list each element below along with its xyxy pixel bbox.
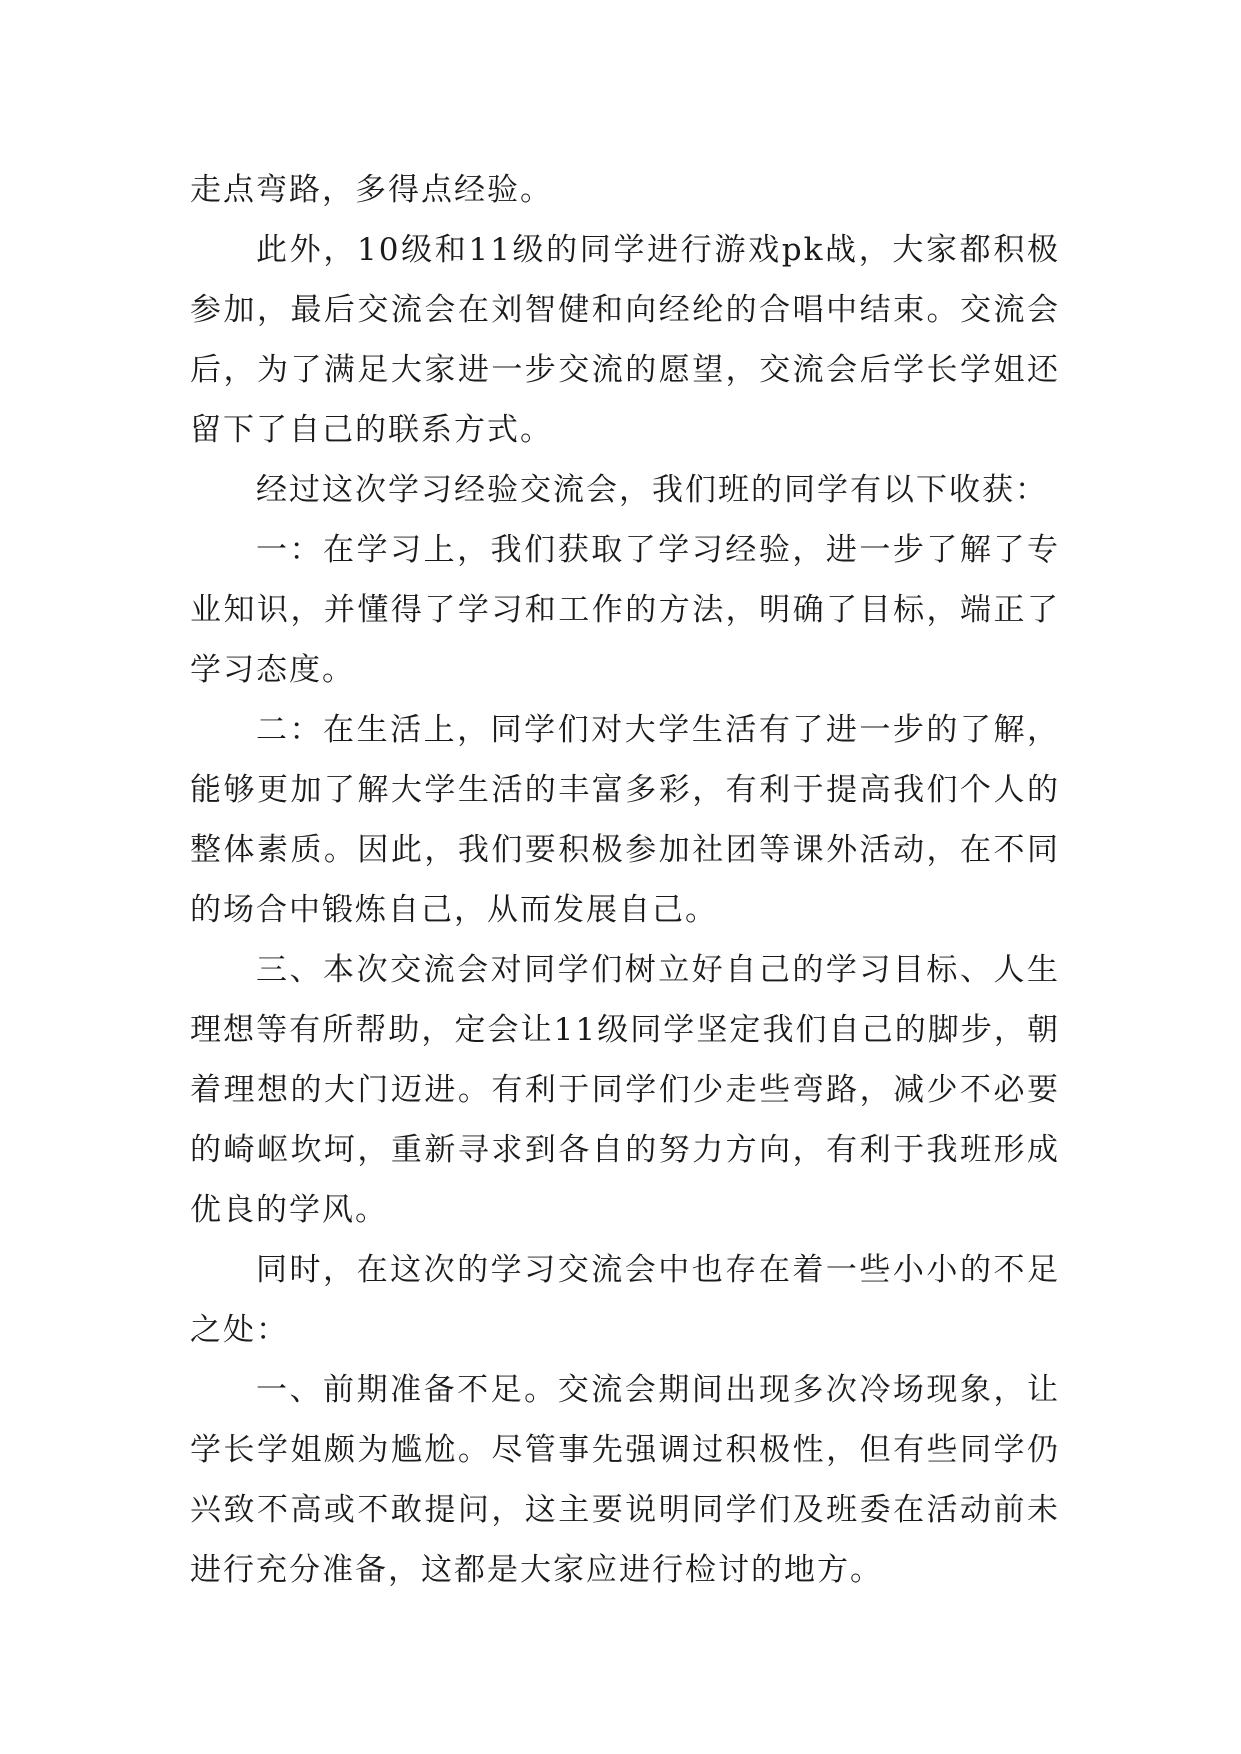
paragraph-6: 三、本次交流会对同学们树立好自己的学习目标、人生理想等有所帮助，定会让11级同学坚定我们自己的脚步，朝着理想的大门迈进。有利于同学们少走些弯路，减少不必要的崎岖坎坷，重新寻求到各自的努力方向，有利于我班形成优良的学风。: [190, 952, 1060, 1228]
paragraph-3: 经过这次学习经验交流会，我们班的同学有以下收获：: [256, 472, 1048, 508]
paragraph-7: 同时，在这次的学习交流会中也存在着一些小小的不足之处：: [190, 1252, 1060, 1348]
paragraph-5: 二：在生活上，同学们对大学生活有了进一步的了解，能够更加了解大学生活的丰富多彩，有利于提高我们个人的整体素质。因此，我们要积极参加社团等课外活动，在不同的场合中锻炼自己，从而发展自己。: [190, 712, 1060, 928]
paragraph-2: 此外，10级和11级的同学进行游戏pk战，大家都积极参加，最后交流会在刘智健和向经纶的合唱中结束。交流会后，为了满足大家进一步交流的愿望，交流会后学长学姐还留下了自己的联系方式。: [190, 232, 1060, 448]
paragraph-8: 一、前期准备不足。交流会期间出现多次冷场现象，让学长学姐颇为尴尬。尽管事先强调过积极性，但有些同学仍兴致不高或不敢提问，这主要说明同学们及班委在活动前未进行充分准备，这都是大家应进行检讨的地方。: [190, 1372, 1060, 1588]
paragraph-1: 走点弯路，多得点经验。: [190, 172, 553, 208]
paragraph-4: 一：在学习上，我们获取了学习经验，进一步了解了专业知识，并懂得了学习和工作的方法，明确了目标，端正了学习态度。: [190, 532, 1060, 688]
document-body: [190, 160, 1060, 1600]
